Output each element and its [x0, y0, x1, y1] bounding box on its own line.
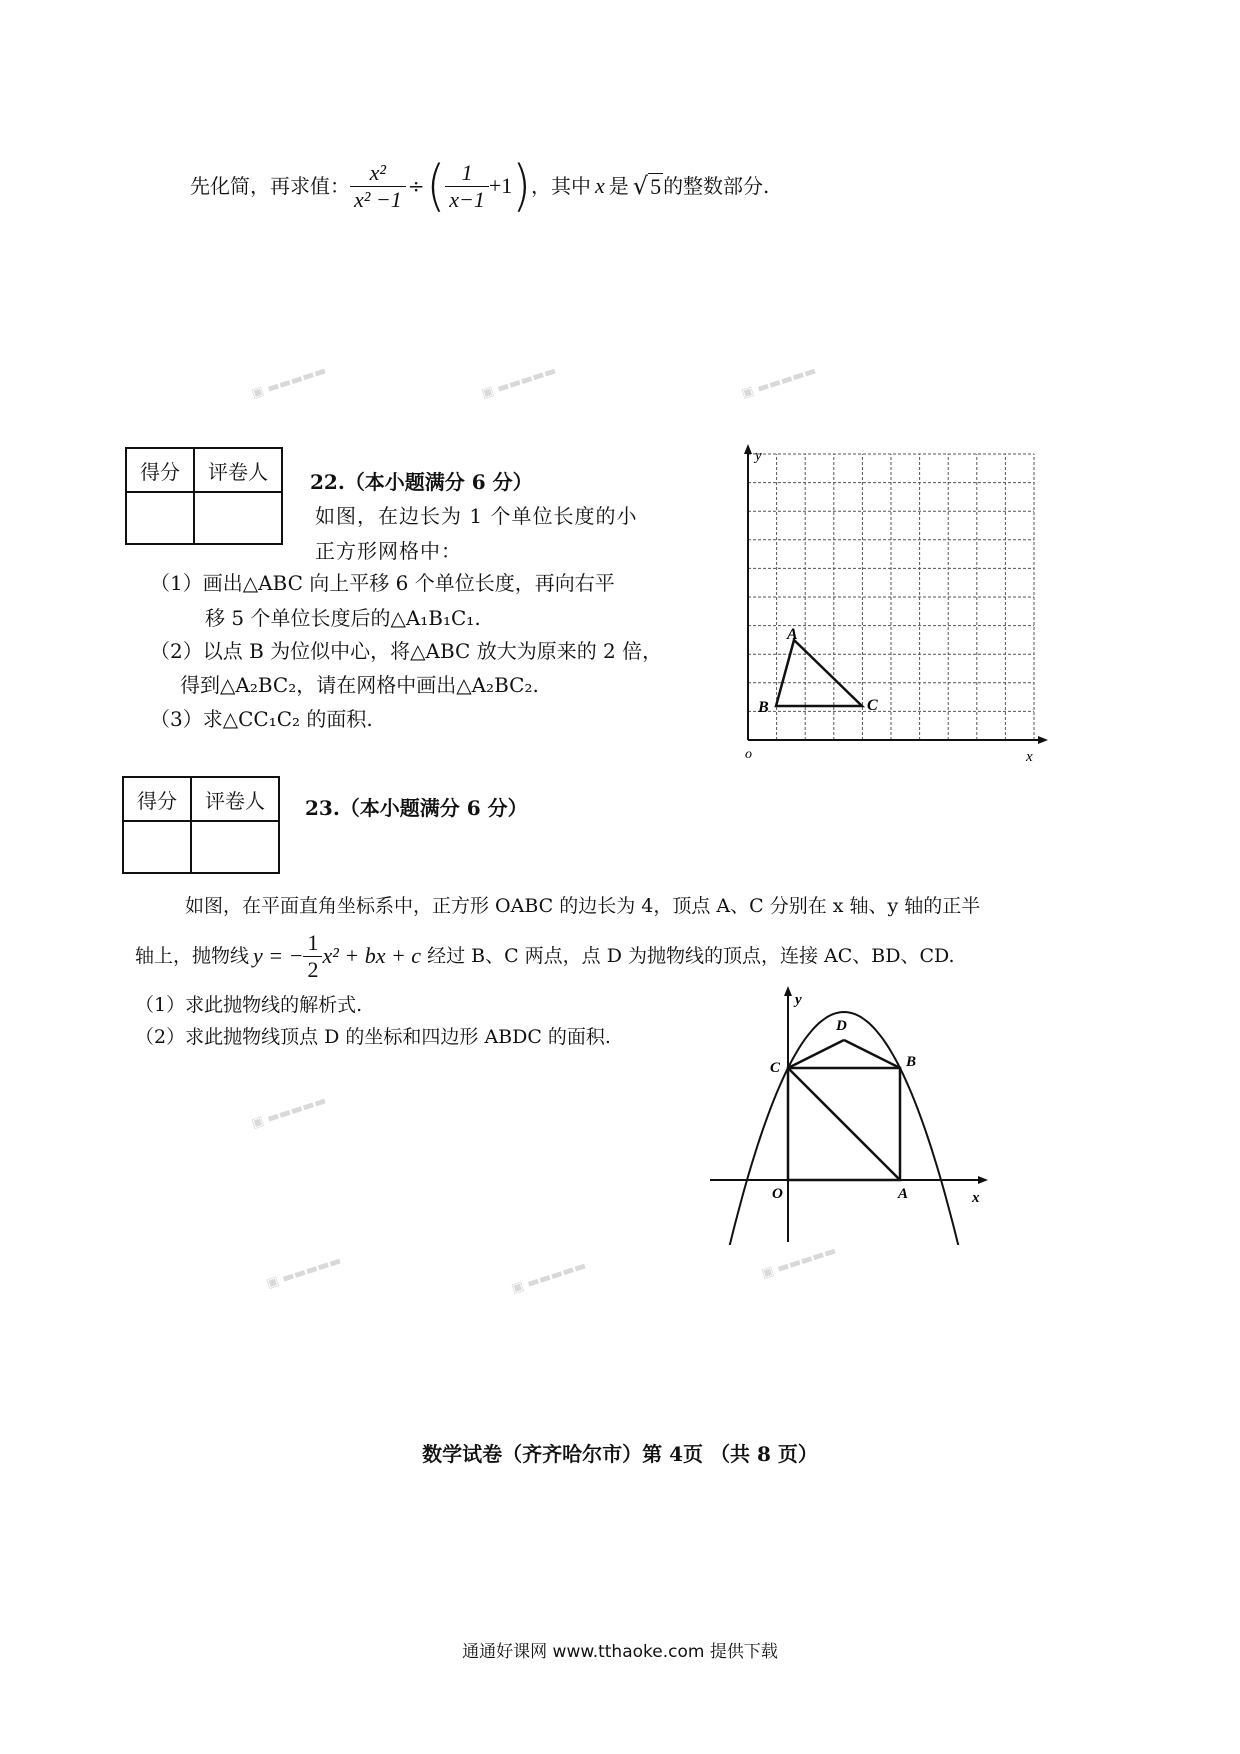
point-c-label: C: [770, 1060, 781, 1076]
score-cell[interactable]: [126, 492, 194, 544]
q23-eq-fraction: [303, 930, 322, 983]
score-cell[interactable]: [123, 821, 191, 873]
q21-fraction-1: [350, 160, 406, 213]
q23-line-2-a: 轴上，抛物线: [135, 945, 250, 967]
score-label: 得分: [126, 448, 194, 492]
grader-label: 评卷人: [191, 777, 279, 821]
segment-ac: [788, 1068, 900, 1180]
point-a-label: A: [898, 1186, 909, 1202]
q21-suffix-c: 的整数部分.: [663, 174, 770, 198]
watermark: ▣ ▬▬▬▬▬: [479, 363, 559, 402]
watermark: ▣ ▬▬▬▬▬: [509, 1258, 589, 1297]
q21-suffix-b: 是: [608, 174, 629, 198]
grid-lines: [748, 454, 1034, 740]
watermark: ▣ ▬▬▬▬▬: [249, 1093, 329, 1132]
q23-line-1: 如图，在平面直角坐标系中，正方形 OABC 的边长为 4，顶点 A、C 分别在 x 轴、y 轴的正半: [185, 895, 981, 917]
source-credit: 通通好课网 www.tthaoke.com 提供下载: [462, 1642, 778, 1662]
q23-item-2: （2）求此抛物线顶点 D 的坐标和四边形 ABDC 的面积.: [135, 1026, 611, 1048]
q21-suffix-a: ，其中: [531, 174, 591, 198]
point-a-label: A: [787, 626, 798, 643]
q21-f2-numerator: 1: [445, 160, 489, 187]
point-b-label: B: [906, 1054, 917, 1070]
point-c-label: C: [867, 697, 878, 714]
grid-figure: [730, 440, 1050, 770]
triangle-abc: [776, 640, 862, 706]
parabola-curve: [710, 1012, 979, 1245]
q22-item-2b: 得到△A₂BC₂，请在网格中画出△A₂BC₂.: [180, 673, 539, 697]
point-o-label: O: [772, 1186, 783, 1202]
parabola-figure: [700, 980, 1000, 1245]
q22-score-box: [125, 447, 283, 545]
y-axis-arrow: [784, 986, 792, 996]
x-axis-arrow: [1038, 736, 1048, 744]
grader-label: 评卷人: [194, 448, 282, 492]
watermark: ▣ ▬▬▬▬▬: [249, 363, 329, 402]
point-b-label: B: [758, 699, 769, 716]
y-axis-arrow: [744, 444, 752, 454]
score-label: 得分: [123, 777, 191, 821]
watermark: ▣ ▬▬▬▬▬: [264, 1253, 344, 1292]
watermark: ▣ ▬▬▬▬▬: [739, 363, 819, 402]
y-axis-label: y: [795, 992, 802, 1008]
q22-item-1b: 移 5 个单位长度后的△A₁B₁C₁.: [205, 606, 481, 630]
q22-intro-line-1: 如图，在边长为 1 个单位长度的小: [315, 504, 638, 528]
x-axis-label: x: [972, 1190, 980, 1206]
q21-divide: ÷: [407, 174, 425, 198]
q21-f1-numerator: x²: [350, 160, 406, 187]
watermark: ▣ ▬▬▬▬▬: [759, 1243, 839, 1282]
q23-eq-denominator: 2: [307, 956, 319, 982]
q23-eq-y: y = −: [253, 943, 304, 968]
q23-item-1: （1）求此抛物线的解析式.: [135, 994, 363, 1016]
q22-title: 22.（本小题满分 6 分）: [310, 470, 533, 494]
q21-var-x: x: [595, 173, 605, 198]
q21-fraction-2: [445, 160, 489, 213]
origin-label: o: [745, 747, 752, 762]
q21-expression: [190, 150, 769, 222]
q21-plus-one: +1: [488, 173, 513, 198]
grader-cell[interactable]: [191, 821, 279, 873]
q22-item-2a: （2）以点 B 为位似中心，将△ABC 放大为原来的 2 倍，: [150, 639, 663, 663]
q21-prefix: 先化简，再求值：: [190, 174, 350, 198]
q21-f1-denominator: x² −1: [354, 186, 402, 212]
y-axis-label: y: [755, 448, 762, 464]
right-paren: ): [512, 153, 531, 219]
q23-eq-rest: x² + bx + c: [322, 943, 422, 968]
sqrt-symbol: √: [632, 172, 649, 200]
q23-eq-numerator: 1: [303, 930, 322, 957]
q22-item-1a: （1）画出△ABC 向上平移 6 个单位长度，再向右平: [150, 571, 615, 595]
point-d-label: D: [836, 1018, 847, 1034]
q23-score-box: [122, 776, 280, 874]
q22-intro-line-2: 正方形网格中：: [315, 539, 462, 563]
q21-sqrt-arg: 5: [650, 173, 662, 199]
q23-title: 23.（本小题满分 6 分）: [305, 796, 528, 820]
page-footer: 数学试卷（齐齐哈尔市）第 4页 （共 8 页）: [422, 1442, 818, 1466]
x-axis-label: x: [1026, 749, 1033, 765]
q23-line-2: [135, 926, 955, 986]
x-axis-arrow: [978, 1176, 988, 1184]
q21-f2-denominator: x−1: [449, 186, 485, 212]
q23-line-2-b: 经过 B、C 两点，点 D 为抛物线的顶点，连接 AC、BD、CD.: [427, 945, 955, 967]
left-paren: (: [426, 153, 446, 219]
grader-cell[interactable]: [194, 492, 282, 544]
q22-item-3: （3）求△CC₁C₂ 的面积.: [150, 707, 373, 731]
